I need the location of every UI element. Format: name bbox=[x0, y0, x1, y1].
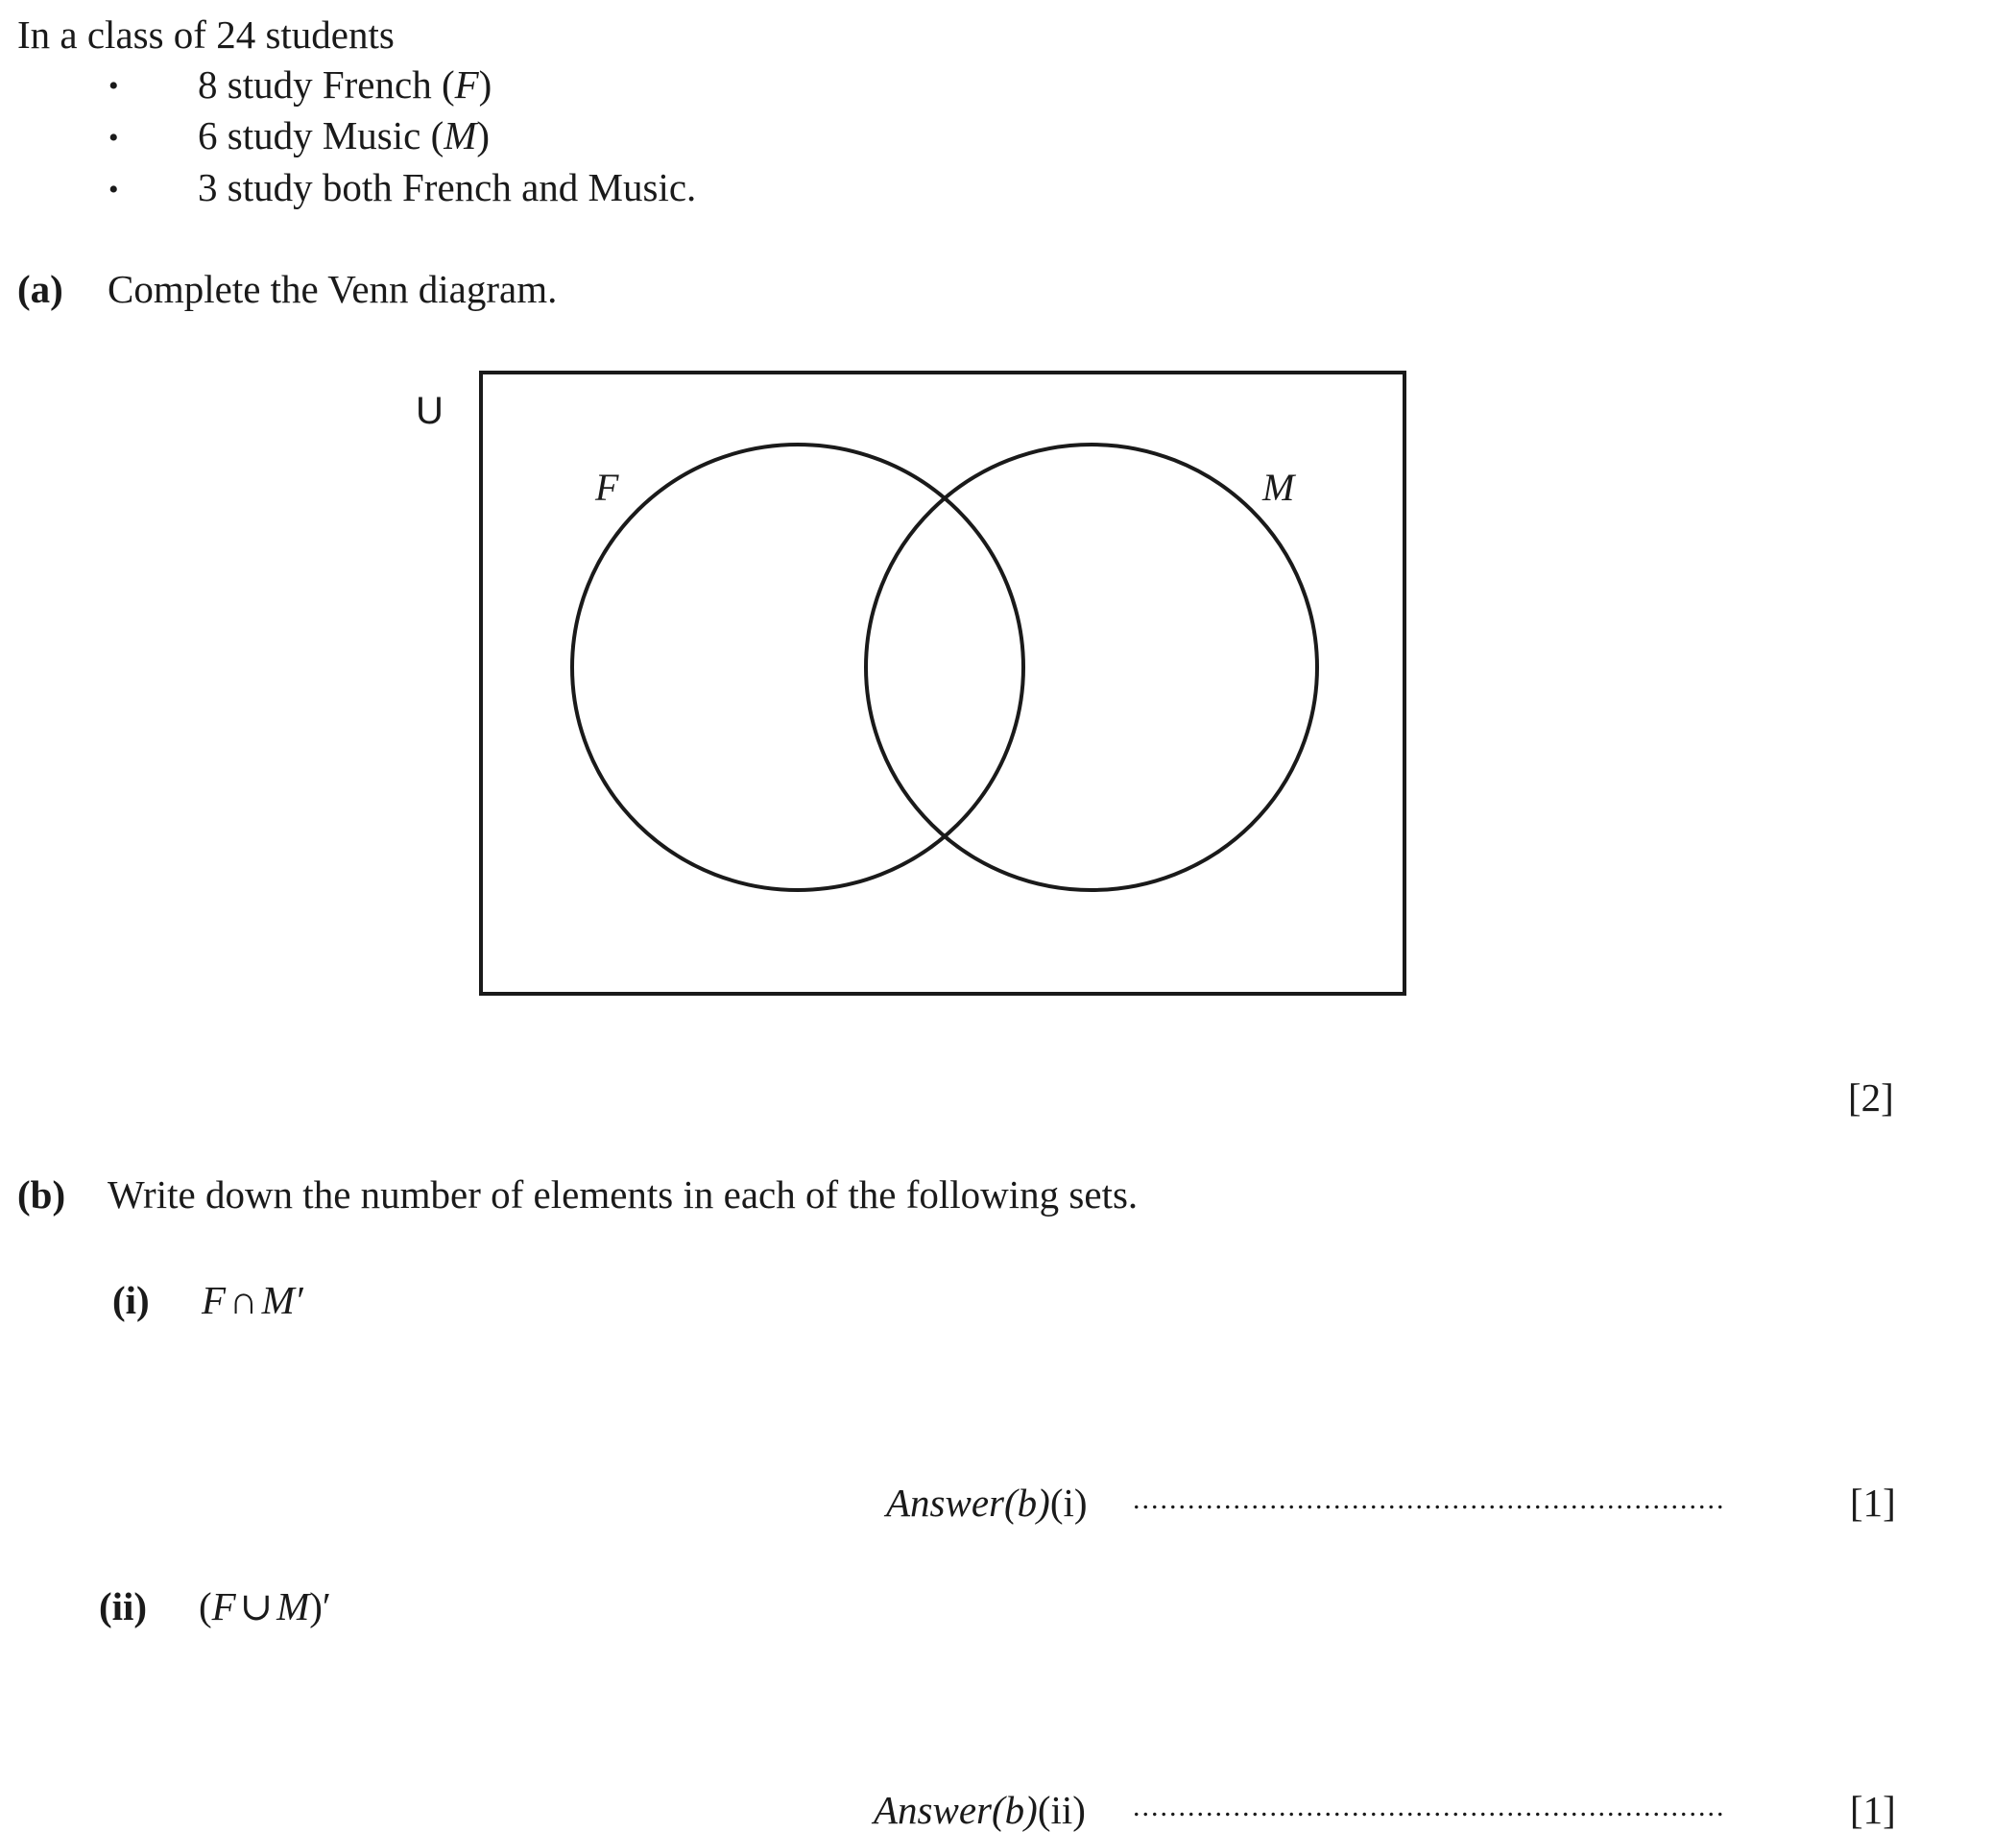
bullet-music-post: ) bbox=[476, 113, 491, 157]
sub-i-expression bbox=[202, 1278, 303, 1322]
bullet-dot-icon: • bbox=[108, 122, 119, 154]
intro-text: In a class of 24 students bbox=[17, 12, 395, 57]
bullet-french-pre: 8 study French ( bbox=[198, 62, 455, 107]
answer-b-ii-label-ital: Answer(b) bbox=[874, 1788, 1038, 1832]
universal-set-label: U bbox=[416, 390, 444, 432]
answer-b-i-label-num: (i) bbox=[1049, 1481, 1088, 1525]
answer-b-ii-field[interactable]: ................................................................. bbox=[1133, 1793, 1726, 1821]
set-f-label: F bbox=[595, 466, 619, 509]
sub-i-label: (i) bbox=[112, 1278, 150, 1322]
part-a-marks: [2] bbox=[1848, 1075, 1894, 1120]
answer-b-i-label-ital: Answer(b) bbox=[886, 1481, 1050, 1525]
sub-i-op: ∩ bbox=[229, 1278, 258, 1322]
answer-b-ii-label bbox=[874, 1788, 1086, 1832]
answer-b-i-marks: [1] bbox=[1850, 1481, 1896, 1525]
bullet-both-pre: 3 study both French and Music. bbox=[198, 165, 697, 209]
answer-b-i-label bbox=[886, 1483, 1088, 1523]
set-m-label: M bbox=[1262, 466, 1295, 509]
answer-b-ii-label-num: (ii) bbox=[1037, 1788, 1086, 1832]
answer-b-i-field[interactable]: ................................................................. bbox=[1133, 1485, 1726, 1514]
part-a-text: Complete the Venn diagram. bbox=[108, 267, 558, 311]
bullet-dot-icon: • bbox=[108, 174, 119, 205]
sub-ii-expr-b: M bbox=[276, 1584, 310, 1628]
sub-ii-op: ∪ bbox=[239, 1584, 274, 1628]
part-b-label: (b) bbox=[17, 1172, 66, 1217]
part-a-label: (a) bbox=[17, 267, 63, 311]
bullet-music-sym: M bbox=[444, 113, 477, 157]
sub-i-expr-a: F bbox=[202, 1278, 227, 1322]
set-m-circle bbox=[866, 445, 1317, 890]
bullet-music-pre: 6 study Music ( bbox=[198, 113, 444, 157]
sub-ii-label: (ii) bbox=[99, 1584, 148, 1628]
bullet-dot-icon: • bbox=[108, 70, 119, 102]
answer-b-ii-marks: [1] bbox=[1850, 1788, 1896, 1832]
sub-ii-expr-a: F bbox=[211, 1584, 236, 1628]
set-f-circle bbox=[572, 445, 1023, 890]
sub-ii-expr-open: ( bbox=[199, 1584, 212, 1628]
bullet-french-sym: F bbox=[454, 62, 479, 107]
part-b-text: Write down the number of elements in each of the following sets. bbox=[108, 1172, 1139, 1217]
sub-i-expr-b: M′ bbox=[261, 1278, 303, 1322]
sub-ii-expr-close: )′ bbox=[309, 1584, 331, 1628]
sub-ii-expression bbox=[199, 1584, 331, 1628]
bullet-french-post: ) bbox=[478, 62, 492, 107]
